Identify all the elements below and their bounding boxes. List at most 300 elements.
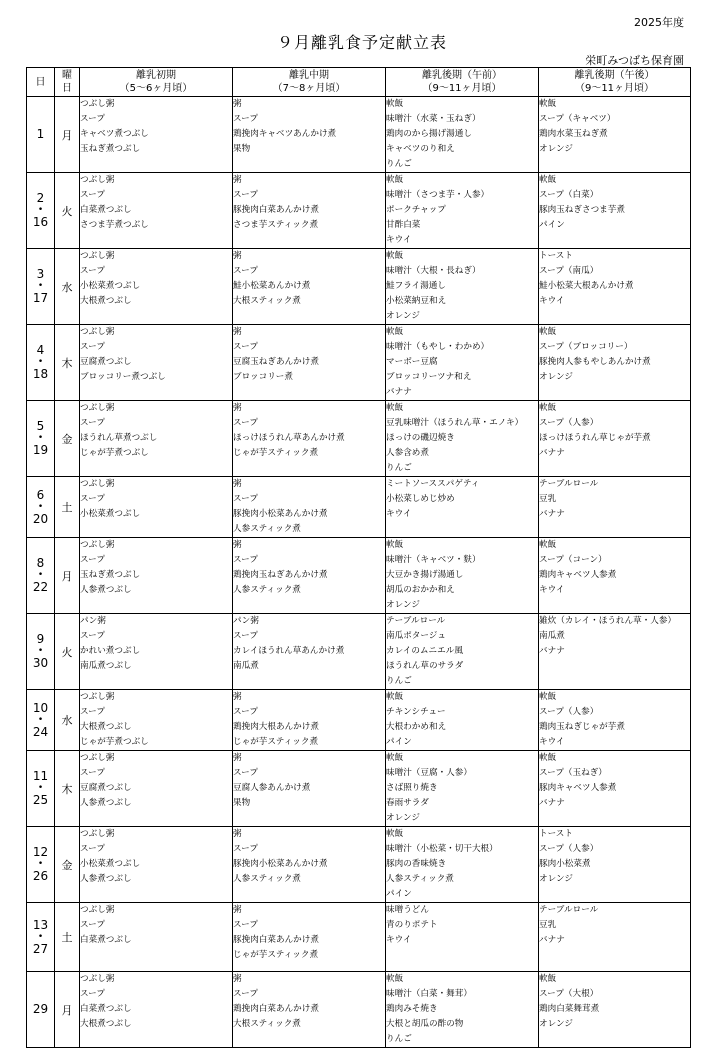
menu-item: 玉ねぎ煮つぶし xyxy=(80,570,141,580)
late-am-header xyxy=(386,68,539,97)
menu-item: キウイ xyxy=(539,585,565,595)
menu-item: 軟飯 xyxy=(386,829,404,839)
meal-cell-late-pm xyxy=(539,538,691,614)
menu-item: かれい煮つぶし xyxy=(80,646,141,656)
menu-item: 青のりポテト xyxy=(386,920,438,930)
menu-item: オレンジ xyxy=(539,874,573,884)
day-separator: • xyxy=(37,433,44,443)
meal-cell-late-pm xyxy=(539,903,691,972)
menu-item: スープ（キャベツ） xyxy=(539,114,616,124)
menu-item: スープ（コーン） xyxy=(539,555,607,565)
menu-item: 軟飯 xyxy=(386,251,404,261)
menu-item: つぶし粥 xyxy=(80,99,115,109)
menu-item: 軟飯 xyxy=(386,327,404,337)
menu-item: つぶし粥 xyxy=(80,829,115,839)
menu-item: 鮭小松菜大根あんかけ煮 xyxy=(539,281,634,291)
menu-item: 人参スティック煮 xyxy=(233,874,301,884)
day-number: 13 xyxy=(32,917,49,932)
middle-stage-header xyxy=(233,68,386,97)
menu-item: 小松菜煮つぶし xyxy=(80,859,141,869)
meal-cell-late-pm xyxy=(539,972,691,1048)
day-separator: • xyxy=(37,931,44,942)
day-number: 29 xyxy=(32,1002,49,1016)
menu-item: スープ xyxy=(233,494,258,504)
fiscal-year: 2025年度 xyxy=(634,16,684,29)
menu-item: テーブルロール xyxy=(386,616,446,626)
day-number: 25 xyxy=(32,793,49,807)
day-cell xyxy=(27,614,55,690)
menu-item: キウイ xyxy=(386,935,412,945)
menu-item: ブロッコリー煮 xyxy=(233,372,293,382)
menu-item: 粥 xyxy=(233,327,242,337)
menu-item: スープ xyxy=(80,920,105,930)
menu-item: りんご xyxy=(386,463,412,473)
meal-cell-middle xyxy=(233,614,386,690)
menu-item: ほっけほうれん草あんかけ煮 xyxy=(233,433,345,443)
menu-item: カレイのムニエル風 xyxy=(386,646,463,656)
menu-item: 鮭フライ湯通し xyxy=(386,281,446,291)
menu-item: 大根スティック煮 xyxy=(233,1019,301,1029)
meal-cell-late-pm xyxy=(539,173,691,249)
day-number: 22 xyxy=(32,580,49,594)
menu-item: 豚挽肉人参もやしあんかけ煮 xyxy=(539,357,651,367)
menu-item: 軟飯 xyxy=(539,175,557,185)
weekday-cell: 土 xyxy=(55,903,80,972)
day-cell xyxy=(27,903,55,972)
menu-item: 果物 xyxy=(233,144,251,154)
menu-item: スープ xyxy=(80,631,105,641)
day-number: 20 xyxy=(32,511,49,526)
menu-item: 鶏肉キャベツ人参煮 xyxy=(539,570,617,580)
menu-item: 鶏肉玉ねぎじゃが芋煮 xyxy=(539,722,625,732)
menu-table-header xyxy=(27,68,691,97)
menu-item: 豚肉玉ねぎさつま芋煮 xyxy=(539,205,625,215)
menu-item: スープ xyxy=(233,266,258,276)
menu-item: 軟飯 xyxy=(539,540,557,550)
menu-item: 豆腐煮つぶし xyxy=(80,357,132,367)
day-separator: • xyxy=(37,783,44,793)
meal-cell-late-pm xyxy=(539,97,691,173)
menu-item: バナナ xyxy=(539,509,565,519)
meal-cell-late-pm xyxy=(539,614,691,690)
menu-item: 白菜煮つぶし xyxy=(80,205,132,215)
table-row xyxy=(27,614,691,690)
menu-item: 軟飯 xyxy=(386,753,404,763)
day-separator: • xyxy=(37,714,44,725)
menu-item: バナナ xyxy=(539,448,565,458)
meal-cell-early xyxy=(80,249,233,325)
meal-cell-late-am xyxy=(386,827,539,903)
day-number: 27 xyxy=(32,941,49,956)
menu-item: つぶし粥 xyxy=(80,327,115,337)
meal-cell-late-pm xyxy=(539,751,691,827)
meal-cell-early xyxy=(80,401,233,477)
menu-item: つぶし粥 xyxy=(80,479,115,489)
day-number: 26 xyxy=(32,869,49,883)
meal-cell-middle xyxy=(233,401,386,477)
day-cell xyxy=(27,173,55,249)
day-cell xyxy=(27,249,55,325)
meal-cell-middle xyxy=(233,690,386,751)
menu-item: 軟飯 xyxy=(386,540,404,550)
meal-cell-late-am xyxy=(386,614,539,690)
menu-item: スープ（大根） xyxy=(539,989,599,999)
menu-item: 豆腐煮つぶし xyxy=(80,783,132,793)
menu-item: 豚肉キャベツ人参煮 xyxy=(539,783,617,793)
meal-cell-late-am xyxy=(386,972,539,1048)
meal-cell-middle xyxy=(233,249,386,325)
menu-item: ポークチャップ xyxy=(386,205,446,215)
day-number: 12 xyxy=(32,845,49,859)
meal-cell-early xyxy=(80,538,233,614)
menu-item: 豆腐人参あんかけ煮 xyxy=(233,783,311,793)
menu-item: 味噌汁（キャベツ・麩） xyxy=(386,555,481,565)
late-am-age: （9～11ヶ月頃） xyxy=(422,83,502,94)
menu-item: スープ xyxy=(233,989,258,999)
menu-item: スープ xyxy=(80,266,105,276)
meal-cell-late-am xyxy=(386,325,539,401)
menu-item: バナナ xyxy=(539,935,565,945)
menu-item: スープ xyxy=(80,190,105,200)
day-separator: • xyxy=(37,570,44,580)
menu-item: パイン xyxy=(386,737,412,747)
meal-cell-late-pm xyxy=(539,249,691,325)
meal-cell-late-am xyxy=(386,401,539,477)
menu-item: キウイ xyxy=(386,509,412,519)
menu-item: 味噌汁（水菜・玉ねぎ） xyxy=(386,114,481,124)
late-pm-header xyxy=(539,68,691,97)
late-pm-name: 離乳後期（午後） xyxy=(574,70,655,81)
meal-cell-late-pm xyxy=(539,827,691,903)
menu-item: 鶏肉みそ焼き xyxy=(386,1004,438,1014)
menu-item: 味噌うどん xyxy=(386,905,429,915)
meal-cell-middle xyxy=(233,477,386,538)
menu-item: 果物 xyxy=(233,798,251,808)
day-separator: • xyxy=(37,501,44,512)
meal-cell-middle xyxy=(233,972,386,1048)
menu-item: スープ xyxy=(80,844,105,854)
menu-item: つぶし粥 xyxy=(80,753,115,763)
meal-cell-middle xyxy=(233,751,386,827)
menu-item: 鶏肉白菜舞茸煮 xyxy=(539,1004,600,1014)
menu-item: 鶏挽肉大根あんかけ煮 xyxy=(233,722,319,732)
day-number: 6 xyxy=(36,487,45,502)
table-row xyxy=(27,249,691,325)
meal-cell-late-pm xyxy=(539,690,691,751)
table-row xyxy=(27,97,691,173)
menu-item: 大根煮つぶし xyxy=(80,722,132,732)
table-row xyxy=(27,972,691,1048)
menu-item: 軟飯 xyxy=(386,692,404,702)
menu-item: 粥 xyxy=(233,974,242,984)
menu-item: 鶏肉水菜玉ねぎ煮 xyxy=(539,129,608,139)
menu-item: チキンシチュー xyxy=(386,707,446,717)
early-stage-name: 離乳初期 xyxy=(136,70,176,81)
menu-item: キウイ xyxy=(386,235,412,245)
menu-item: 人参スティック煮 xyxy=(386,874,454,884)
menu-item: バナナ xyxy=(539,798,565,808)
meal-cell-early xyxy=(80,972,233,1048)
menu-item: キャベツ煮つぶし xyxy=(80,129,149,139)
meal-cell-middle xyxy=(233,903,386,972)
weekday-cell: 金 xyxy=(55,401,80,477)
menu-item: キウイ xyxy=(539,737,565,747)
menu-item: スープ xyxy=(233,631,258,641)
menu-item: 味噌汁（さつま芋・人参） xyxy=(386,190,490,200)
menu-item: スープ xyxy=(80,707,105,717)
menu-item: 豚挽肉白菜あんかけ煮 xyxy=(233,205,319,215)
menu-item: ミートソーススパゲティ xyxy=(386,479,480,489)
menu-item: りんご xyxy=(386,676,412,686)
weekday-cell: 水 xyxy=(55,249,80,325)
menu-item: 粥 xyxy=(233,403,242,413)
menu-item: 人参含め煮 xyxy=(386,448,429,458)
menu-item: ほっけほうれん草じゃが芋煮 xyxy=(539,433,651,443)
menu-item: 小松菜納豆和え xyxy=(386,296,447,306)
menu-item: スープ xyxy=(80,494,105,504)
meal-cell-middle xyxy=(233,325,386,401)
menu-item: じゃが芋煮つぶし xyxy=(80,448,149,458)
menu-item: スープ xyxy=(80,418,105,428)
menu-item: スープ（南瓜） xyxy=(539,266,599,276)
meal-cell-early xyxy=(80,614,233,690)
menu-table xyxy=(26,67,691,1048)
day-number: 1 xyxy=(36,127,45,141)
menu-item: 人参煮つぶし xyxy=(80,585,132,595)
day-number: 19 xyxy=(32,443,49,457)
menu-item: 豚肉小松菜煮 xyxy=(539,859,591,869)
day-separator: • xyxy=(37,205,44,215)
menu-item: 大根と胡瓜の酢の物 xyxy=(386,1019,464,1029)
facility-name: 栄町みつばち保育園 xyxy=(585,54,684,67)
late-pm-age: （9～11ヶ月頃） xyxy=(574,83,655,94)
day-number: 4 xyxy=(36,343,45,357)
table-row xyxy=(27,538,691,614)
menu-item: スープ xyxy=(233,555,258,565)
early-stage-age: （5～6ヶ月頃） xyxy=(119,83,193,94)
menu-item: トースト xyxy=(539,251,573,261)
menu-item: 小松菜煮つぶし xyxy=(80,509,141,519)
menu-item: パン粥 xyxy=(233,616,259,626)
menu-item: 粥 xyxy=(233,479,242,489)
menu-item: 豚挽肉小松菜あんかけ煮 xyxy=(233,509,328,519)
day-number: 24 xyxy=(32,724,49,739)
menu-item: 粥 xyxy=(233,540,242,550)
menu-item: つぶし粥 xyxy=(80,692,115,702)
menu-item: スープ xyxy=(80,989,105,999)
menu-item: バナナ xyxy=(539,646,565,656)
weekday-cell: 火 xyxy=(55,173,80,249)
menu-item: スープ（ブロッコリー） xyxy=(539,342,633,352)
weekday-cell: 土 xyxy=(55,477,80,538)
menu-item: 軟飯 xyxy=(539,99,557,109)
meal-cell-early xyxy=(80,477,233,538)
menu-item: スープ（白菜） xyxy=(539,190,599,200)
menu-item: 大根スティック煮 xyxy=(233,296,301,306)
menu-item: 南瓜煮 xyxy=(539,631,565,641)
meal-cell-early xyxy=(80,751,233,827)
menu-item: りんご xyxy=(386,159,412,169)
weekday-cell: 水 xyxy=(55,690,80,751)
table-row xyxy=(27,401,691,477)
menu-item: オレンジ xyxy=(539,144,573,154)
meal-cell-early xyxy=(80,97,233,173)
menu-item: 大豆かき揚げ湯通し xyxy=(386,570,464,580)
menu-item: 味噌汁（大根・長ねぎ） xyxy=(386,266,481,276)
weekday-cell: 月 xyxy=(55,972,80,1048)
menu-item: 小松菜しめじ炒め xyxy=(386,494,455,504)
table-row xyxy=(27,173,691,249)
menu-item: さば照り焼き xyxy=(386,783,438,793)
menu-item: オレンジ xyxy=(386,813,420,823)
menu-item: スープ xyxy=(233,418,258,428)
menu-item: パン粥 xyxy=(80,616,106,626)
meal-cell-middle xyxy=(233,538,386,614)
day-number: 11 xyxy=(32,769,49,783)
day-separator: • xyxy=(37,859,44,869)
menu-item: ほっけの磯辺焼き xyxy=(386,433,455,443)
menu-item: オレンジ xyxy=(386,311,420,321)
menu-item: 粥 xyxy=(233,692,242,702)
day-number: 18 xyxy=(32,367,49,381)
menu-item: スープ xyxy=(233,342,258,352)
menu-item: 軟飯 xyxy=(539,692,557,702)
menu-item: マーボー豆腐 xyxy=(386,357,438,367)
menu-item: スープ xyxy=(80,555,105,565)
menu-item: ブロッコリーツナ和え xyxy=(386,372,472,382)
day-number: 8 xyxy=(36,556,45,570)
day-separator: • xyxy=(37,281,44,291)
day-cell xyxy=(27,97,55,173)
menu-item: 南瓜煮 xyxy=(233,661,259,671)
menu-item: じゃが芋スティック煮 xyxy=(233,950,319,960)
day-cell xyxy=(27,972,55,1048)
day-cell xyxy=(27,690,55,751)
menu-item: スープ xyxy=(80,342,105,352)
menu-item: スープ（人参） xyxy=(539,844,599,854)
meal-cell-middle xyxy=(233,827,386,903)
day-number: 3 xyxy=(36,267,45,281)
menu-item: 豚挽肉白菜あんかけ煮 xyxy=(233,935,319,945)
menu-item: 人参スティック煮 xyxy=(233,585,301,595)
day-cell xyxy=(27,538,55,614)
day-separator: • xyxy=(37,357,44,367)
menu-item: スープ xyxy=(80,768,105,778)
meal-cell-early xyxy=(80,173,233,249)
menu-item: りんご xyxy=(386,1034,412,1044)
meal-cell-late-am xyxy=(386,97,539,173)
menu-item: テーブルロール xyxy=(539,905,599,915)
day-number: 2 xyxy=(36,191,45,205)
menu-item: 軟飯 xyxy=(539,403,557,413)
menu-item: 白菜煮つぶし xyxy=(80,935,132,945)
menu-item: 豚挽肉小松菜あんかけ煮 xyxy=(233,859,328,869)
menu-item: スープ（人参） xyxy=(539,707,599,717)
day-number: 9 xyxy=(36,632,45,646)
early-stage-header xyxy=(80,68,233,97)
menu-item: 粥 xyxy=(233,175,242,185)
menu-item: 豆乳 xyxy=(539,494,557,504)
menu-item: スープ xyxy=(233,844,258,854)
meal-cell-middle xyxy=(233,97,386,173)
menu-item: 粥 xyxy=(233,905,242,915)
menu-item: パイン xyxy=(386,889,412,899)
page-title: ９月離乳食予定献立表 xyxy=(276,33,447,52)
weekday-cell: 月 xyxy=(55,97,80,173)
menu-item: 小松菜煮つぶし xyxy=(80,281,141,291)
meal-cell-early xyxy=(80,690,233,751)
menu-item: 大根わかめ和え xyxy=(386,722,447,732)
menu-item: つぶし粥 xyxy=(80,540,115,550)
menu-item: パイン xyxy=(539,220,565,230)
menu-item: 玉ねぎ煮つぶし xyxy=(80,144,141,154)
middle-stage-name: 離乳中期 xyxy=(289,70,329,81)
weekday-column-header xyxy=(55,68,80,97)
menu-item: ほうれん草のサラダ xyxy=(386,661,464,671)
menu-item: スープ xyxy=(233,920,258,930)
day-number: 10 xyxy=(32,700,49,715)
menu-item: 鶏挽肉白菜あんかけ煮 xyxy=(233,1004,319,1014)
day-number: 17 xyxy=(32,291,49,305)
weekday-cell: 木 xyxy=(55,325,80,401)
meal-cell-early xyxy=(80,827,233,903)
menu-item: つぶし粥 xyxy=(80,905,115,915)
menu-item: トースト xyxy=(539,829,573,839)
menu-item: バナナ xyxy=(386,387,412,397)
menu-item: オレンジ xyxy=(539,1019,573,1029)
menu-item: 胡瓜のおかか和え xyxy=(386,585,455,595)
menu-item: じゃが芋スティック煮 xyxy=(233,737,319,747)
menu-item: スープ xyxy=(233,114,258,124)
day-column-header: 日 xyxy=(27,68,55,97)
table-row xyxy=(27,325,691,401)
menu-item: さつま芋スティック煮 xyxy=(233,220,319,230)
meal-cell-early xyxy=(80,903,233,972)
table-row xyxy=(27,477,691,538)
menu-item: 粥 xyxy=(233,829,242,839)
menu-item: 鶏挽肉玉ねぎあんかけ煮 xyxy=(233,570,328,580)
menu-table-body xyxy=(27,97,691,1048)
menu-item: スープ（玉ねぎ） xyxy=(539,768,607,778)
menu-item: 軟飯 xyxy=(386,974,404,984)
menu-item: 味噌汁（小松菜・切干大根） xyxy=(386,844,498,854)
menu-item: 白菜煮つぶし xyxy=(80,1004,132,1014)
menu-item: 味噌汁（豆腐・人参） xyxy=(386,768,472,778)
menu-item: 大根煮つぶし xyxy=(80,296,132,306)
menu-item: キウイ xyxy=(539,296,565,306)
table-row xyxy=(27,690,691,751)
meal-cell-late-am xyxy=(386,751,539,827)
menu-item: 南瓜煮つぶし xyxy=(80,661,132,671)
menu-item: 豆乳 xyxy=(539,920,557,930)
menu-item: 粥 xyxy=(233,753,242,763)
table-row xyxy=(27,827,691,903)
menu-item: スープ xyxy=(233,768,258,778)
menu-item: 鶏肉のから揚げ湯通し xyxy=(386,129,472,139)
menu-item: 軟飯 xyxy=(539,327,557,337)
table-row xyxy=(27,751,691,827)
menu-item: オレンジ xyxy=(539,372,573,382)
menu-item: 甘酢白菜 xyxy=(386,220,421,230)
weekday-cell: 木 xyxy=(55,751,80,827)
weekday-cell: 金 xyxy=(55,827,80,903)
meal-cell-late-am xyxy=(386,477,539,538)
menu-item: つぶし粥 xyxy=(80,251,115,261)
menu-item: ほうれん草煮つぶし xyxy=(80,433,158,443)
menu-item: 粥 xyxy=(233,251,242,261)
day-number: 30 xyxy=(32,656,49,670)
meal-cell-late-am xyxy=(386,538,539,614)
